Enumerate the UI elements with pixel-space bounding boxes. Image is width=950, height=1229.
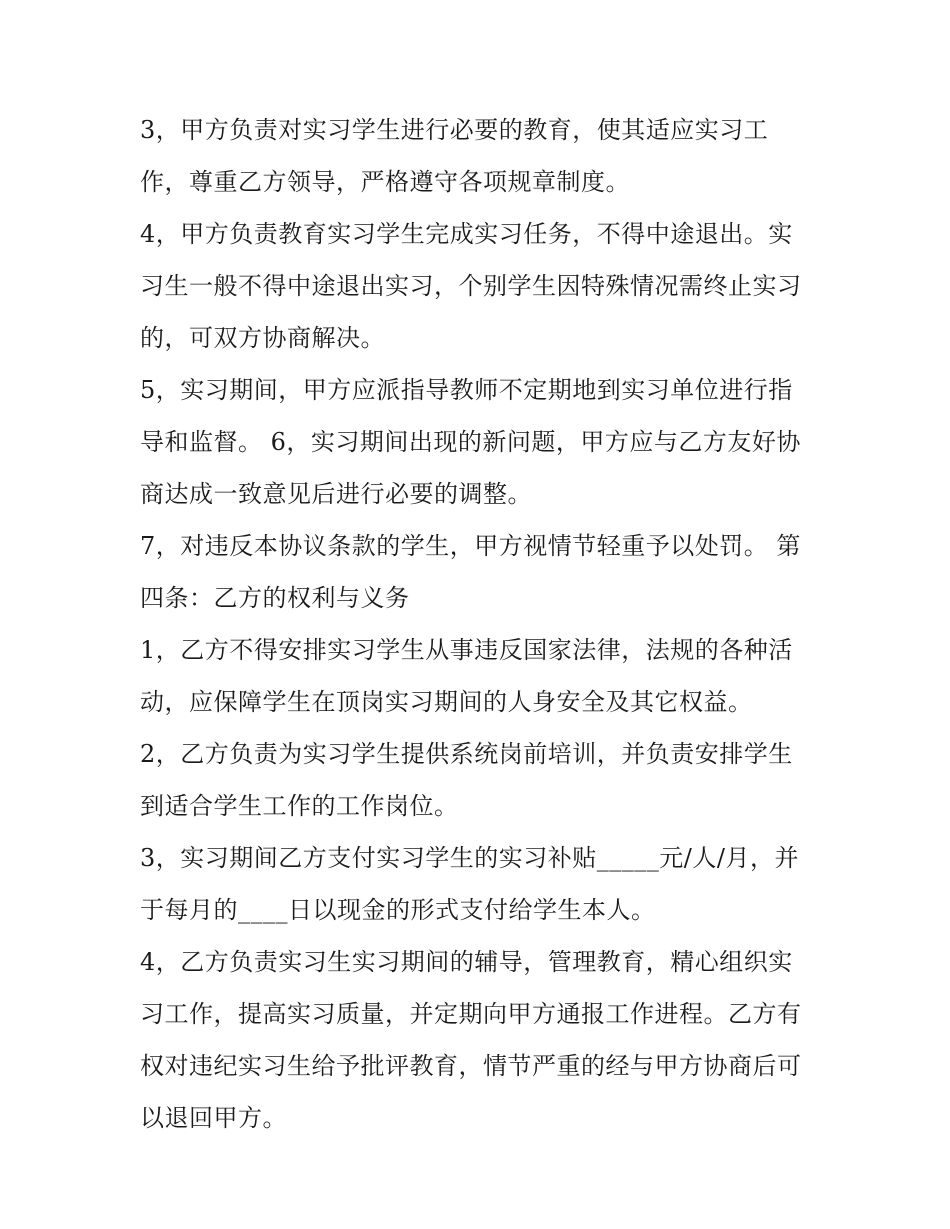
text-line: 于每月的____日以现金的形式支付给学生本人。 [140, 896, 656, 924]
text-line: 2，乙方负责为实习学生提供系统岗前培训，并负责安排学生 [140, 740, 793, 768]
text-line: 3，实习期间乙方支付实习学生的实习补贴_____元/人/月，并 [140, 844, 799, 872]
text-line: 5，实习期间，甲方应派指导教师不定期地到实习单位进行指 [140, 376, 793, 404]
text-line: 动，应保障学生在顶岗实习期间的人身安全及其它权益。 [140, 688, 753, 716]
text-line: 的，可双方协商解决。 [140, 324, 385, 352]
text-line: 1，乙方不得安排实习学生从事违反国家法律，法规的各种活 [140, 636, 793, 664]
document-body [140, 104, 820, 1144]
text-line: 四条：乙方的权利与义务 [140, 584, 410, 612]
text-line: 商达成一致意见后进行必要的调整。 [140, 480, 532, 508]
text-line: 权对违纪实习生给予批评教育，情节严重的经与甲方协商后可 [140, 1052, 802, 1080]
text-line: 4，乙方负责实习生实习期间的辅导，管理教育，精心组织实 [140, 948, 793, 976]
text-line: 习生一般不得中途退出实习，个别学生因特殊情况需终止实习 [140, 272, 802, 300]
text-line: 作，尊重乙方领导，严格遵守各项规章制度。 [140, 168, 630, 196]
text-line: 3，甲方负责对实习学生进行必要的教育，使其适应实习工 [140, 116, 769, 144]
text-line: 4，甲方负责教育实习学生完成实习任务，不得中途退出。实 [140, 220, 793, 248]
text-line: 导和监督。 6，实习期间出现的新问题，甲方应与乙方友好协 [140, 428, 801, 456]
text-line: 以退回甲方。 [140, 1104, 287, 1132]
text-line: 7，对违反本协议条款的学生，甲方视情节轻重予以处罚。 第 [140, 532, 801, 560]
text-line: 到适合学生工作的工作岗位。 [140, 792, 459, 820]
text-line: 习工作，提高实习质量，并定期向甲方通报工作进程。乙方有 [140, 1000, 802, 1028]
